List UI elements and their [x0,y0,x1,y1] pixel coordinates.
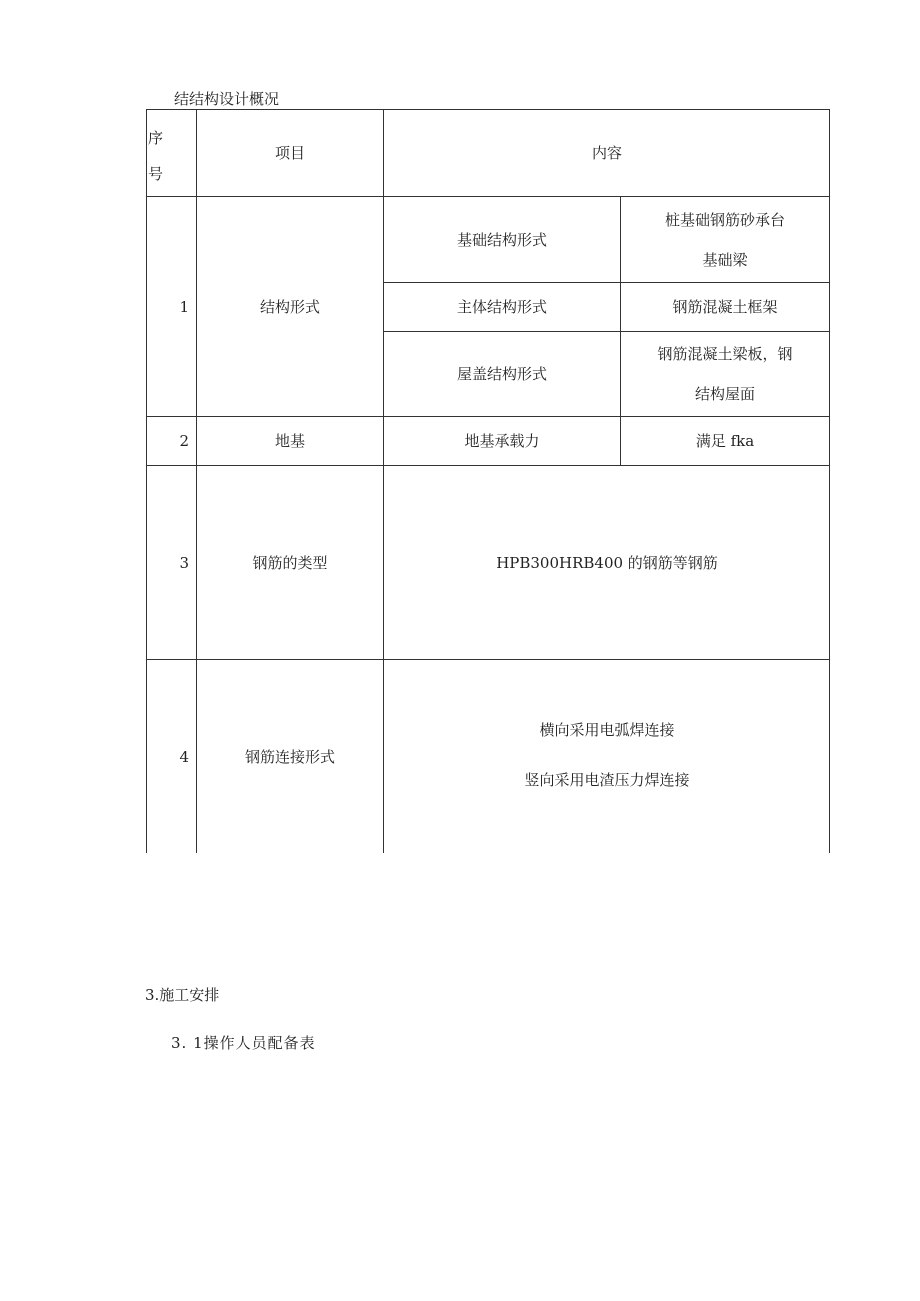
row1-sub2-value: 钢筋混凝土框架 [672,298,778,316]
header-seq-line1: 序 [148,129,164,147]
header-seq-cell [148,120,163,192]
row1-sub2-label: 主体结构形式 [456,298,547,316]
row1-sub3-value-line2: 结构屋面 [694,385,755,403]
header-content: 内容 [591,144,622,162]
header-seq-line2: 号 [148,165,164,183]
row1-sub1-value-line1: 桩基础钢筋砂承台 [664,210,785,229]
row2-seq: 2 [179,432,189,450]
table-caption: 结结构设计概况 [174,90,280,108]
row1-sub3-value-line1: 钢筋混凝土梁板，钢 [657,345,793,363]
subsection-heading: 3. 1操作人员配备表 [171,1034,316,1052]
row2-label: 地基承载力 [464,432,540,450]
header-item: 项目 [274,144,305,162]
row1-sub1-value-line2: 基础梁 [702,250,748,269]
section-heading: 3.施工安排 [145,986,220,1004]
row1-seq: 1 [179,297,189,316]
row3-content: HPB300HRB400 的钢筋等钢筋 [496,553,718,572]
row1-sub3-value [621,332,829,416]
row2-value: 满足 fka [695,432,755,450]
row2-item: 地基 [274,432,305,450]
row1-sub3-label: 屋盖结构形式 [456,365,547,383]
row1-sub1-value [621,197,829,282]
row4-content [384,660,830,854]
row4-seq: 4 [179,748,189,766]
row3-item: 钢筋的类型 [252,553,328,572]
row4-content-line1: 横向采用电弧焊连接 [539,721,675,739]
row1-item: 结构形式 [259,297,320,316]
row4-item: 钢筋连接形式 [244,748,335,766]
row3-seq: 3 [179,553,189,572]
row4-content-line2: 竖向采用电渣压力焊连接 [524,771,690,789]
row1-sub1-label: 基础结构形式 [456,230,547,249]
